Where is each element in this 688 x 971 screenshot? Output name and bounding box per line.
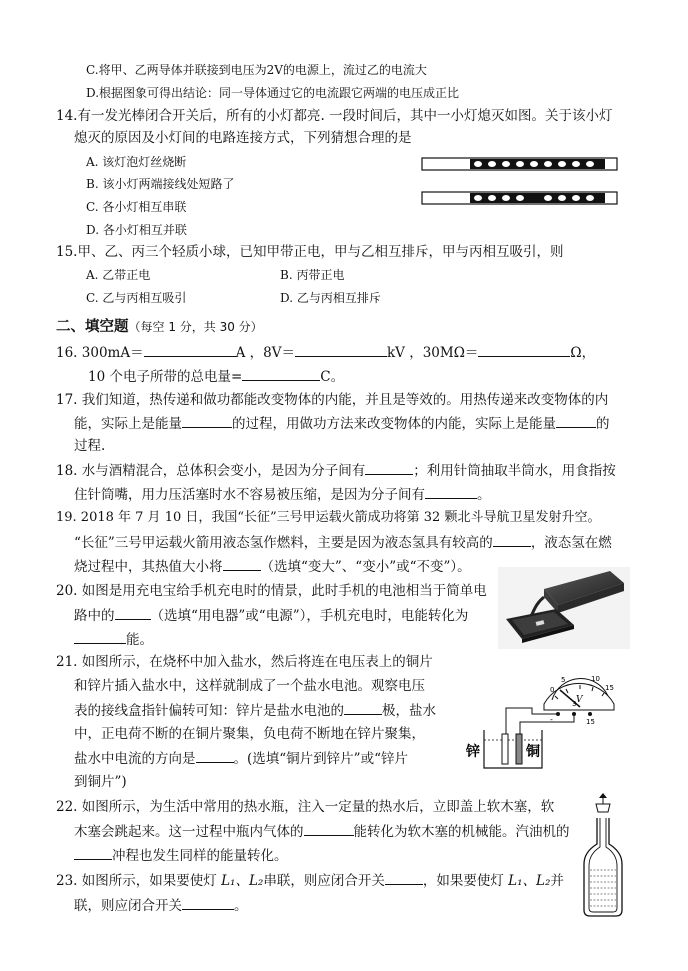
q21-line3 (74, 701, 436, 720)
q15-option-a: A. 乙带正电 (86, 268, 151, 282)
q13-option-c: C.将甲、乙两导体并联接到电压为2V的电源上，流过乙的电流大 (86, 63, 427, 77)
q19-line3 (74, 557, 471, 576)
q17-line2 (74, 414, 610, 433)
salt-water-battery-figure (462, 660, 632, 772)
q21-text-c: 盐水中电流的方向是 (74, 751, 196, 767)
q16-line1 (56, 343, 595, 362)
scale-tick-10: 10 (591, 675, 600, 683)
scale-tick-0: 0 (550, 686, 555, 694)
q20-blank-1[interactable] (115, 606, 151, 620)
q22-line3 (74, 846, 288, 865)
q15-stem: 15.甲、乙、丙三个轻质小球，已知甲带正电，甲与乙相互排斥，甲与丙相互吸引，则 (56, 244, 564, 260)
q22-line1: 22. 如图所示，为生活中常用的热水瓶，注入一定量的热水后，立即盖上软木塞，软 (56, 799, 555, 815)
q20-line2 (74, 606, 468, 625)
q23-blank-1[interactable] (385, 871, 423, 885)
q20-line3 (74, 630, 153, 649)
q16-blank-1[interactable] (144, 343, 236, 357)
q16-blank-3[interactable] (478, 343, 570, 357)
q21-blank-2[interactable] (196, 749, 234, 763)
q19-text-d: （选填“变大”、“变小”或“不变”）。 (260, 559, 471, 575)
q16-text-b: A ，8V＝ (235, 345, 295, 361)
q19-blank-2[interactable] (223, 557, 261, 571)
q18-text-a: 18. 水与酒精混合，总体积会变小，是因为分子间有 (56, 463, 366, 479)
q19-line1: 19. 2018 年 7 月 10 日，我国“长征”三号甲运载火箭成功将第 32 颗北斗导航卫星发射升空。 (56, 510, 601, 525)
q14-stem-line2: 熄灭的原因及小灯间的电路连接方式，下列猜想合理的是 (74, 130, 412, 146)
q21-text-d: 。(选填“铜片到锌片”或“锌片 (233, 751, 408, 767)
q21-line4: 中，正电荷不断的在铜片聚集，负电荷不断地在锌片聚集， (74, 726, 425, 742)
q21-line6: 到铜片”) (74, 774, 127, 790)
q23-lamps-2: L₁、L₂ (508, 873, 551, 889)
copper-label: 铜 (526, 744, 540, 760)
q21-text-a: 表的接线盒指针偏转可知：锌片是盐水电池的 (74, 703, 344, 719)
q22-line2 (74, 822, 570, 841)
q15-option-d: D. 乙与丙相互排斥 (280, 291, 381, 305)
q16-blank-4[interactable] (242, 367, 320, 381)
zinc-label: 锌 (466, 744, 480, 760)
q16-text-d: Ω， (570, 345, 596, 361)
q17-text-a: 能，实际上是能量 (74, 416, 182, 432)
q20-text-a: 路中的 (74, 608, 115, 624)
q18-blank-1[interactable] (365, 461, 413, 475)
cork-icon (596, 793, 610, 812)
q15-option-b: B. 丙带正电 (280, 268, 345, 282)
q23-text-c: ，如果要使灯 (422, 873, 509, 889)
terminal-3: 3 (572, 700, 577, 708)
q17-text-c: 的 (596, 416, 610, 432)
q23-blank-2[interactable] (182, 896, 234, 910)
q14-option-b: B. 该小灯两端接线处短路了 (86, 177, 235, 191)
q18-line1 (56, 461, 616, 480)
thermos-figure (580, 792, 626, 920)
glow-stick-one-out (422, 192, 617, 204)
terminal-neg: - (550, 715, 553, 724)
q23-text-d: 并 (550, 873, 564, 889)
q20-text-c: 能。 (126, 632, 153, 648)
q17-blank-1[interactable] (182, 414, 232, 428)
q17-blank-2[interactable] (556, 414, 596, 428)
q16-line2 (88, 367, 344, 386)
q18-text-d: 。 (477, 487, 491, 503)
scale-tick-15: 15 (605, 684, 614, 692)
glow-stick-all-lit (422, 158, 617, 170)
q23-text-a: 23. 如图所示，如果要使灯 (56, 873, 222, 889)
q17-line1: 17. 我们知道，热传递和做功都能改变物体的内能，并且是等效的。用热传递来改变物体的内 (56, 392, 609, 408)
q19-text-a: “长征”三号甲运载火箭用液态氢作燃料，主要是因为液态氢具有较高的 (74, 535, 493, 551)
q16-blank-2[interactable] (295, 343, 387, 357)
q18-text-b: ；利用针筒抽取半筒水，用食指按 (413, 463, 616, 479)
q22-text-b: 能转化为软木塞的机械能。汽油机的 (353, 824, 570, 840)
glow-stick-figure (420, 154, 618, 214)
q23-text-e: 联，则应闭合开关 (74, 898, 182, 914)
q21-line1: 21. 如图所示，在烧杯中加入盐水，然后将连在电压表上的铜片 (56, 654, 433, 670)
q23-lamps-1: L₁、L₂ (221, 873, 264, 889)
q16-text-a: 16. 300mA＝ (56, 345, 144, 361)
q14-option-a: A. 该灯泡灯丝烧断 (86, 155, 187, 169)
q19-text-b: ，液态氢在燃 (530, 535, 612, 551)
q22-text-a: 木塞会跳起来。这一过程中瓶内气体的 (74, 824, 304, 840)
q16-text-f: C。 (320, 369, 345, 385)
power-bank-phone-figure (498, 567, 630, 649)
q21-blank-1[interactable] (344, 701, 382, 715)
q21-text-b: 极，盐水 (382, 703, 436, 719)
q15-option-c: C. 乙与丙相互吸引 (86, 291, 187, 305)
q13-option-d: D.根据图象可得出结论：同一导体通过它的电流跟它两端的电压成正比 (86, 86, 460, 100)
q14-option-d: D. 各小灯相互并联 (86, 223, 187, 237)
q19-line2 (74, 533, 612, 552)
voltmeter-icon (544, 675, 614, 726)
section-heading (56, 318, 263, 336)
q14-option-c: C. 各小灯相互串联 (86, 200, 187, 214)
q22-blank-2[interactable] (74, 846, 112, 860)
q20-line1: 20. 如图是用充电宝给手机充电时的情景，此时手机的电池相当于简单电 (56, 583, 487, 599)
q19-blank-1[interactable] (493, 533, 531, 547)
q20-text-b: （选填“用电器”或“电源”），手机充电时，电能转化为 (150, 608, 469, 624)
voltmeter-label: V (576, 695, 583, 705)
q23-text-f: 。 (234, 898, 248, 914)
q16-text-e: 10 个电子所带的总电量= (88, 369, 243, 385)
q18-line2 (74, 485, 491, 504)
q18-blank-2[interactable] (425, 485, 477, 499)
q22-text-c: 冲程也发生同样的能量转化。 (112, 848, 288, 864)
q18-text-c: 住针筒嘴，用力压活塞时水不容易被压缩，是因为分子间有 (74, 487, 425, 503)
q19-text-c: 烧过程中，其热值大小将 (74, 559, 223, 575)
q16-text-c: kV ，30MΩ＝ (386, 345, 479, 361)
q21-line2: 和锌片插入盐水中，这样就制成了一个盐水电池。观察电压 (74, 678, 425, 694)
q14-stem-line1: 14.有一发光棒闭合开关后，所有的小灯都亮. 一段时间后，其中一小灯熄灭如图。关于该小灯 (56, 108, 613, 124)
q20-blank-2[interactable] (74, 630, 126, 644)
section-title: 二、填空题 (56, 319, 129, 335)
q23-line1 (56, 871, 564, 890)
q17-line3: 过程. (74, 438, 106, 454)
q21-line5 (74, 749, 408, 768)
terminal-15: 15 (586, 718, 595, 726)
thermos-bottle-icon (584, 818, 622, 916)
scale-tick-5: 5 (561, 676, 566, 684)
section-note: （每空 1 分，共 30 分） (128, 320, 263, 334)
q22-blank-1[interactable] (304, 822, 354, 836)
q23-line2 (74, 896, 248, 915)
q23-text-b: 串联，则应闭合开关 (263, 873, 385, 889)
q17-text-b: 的过程，用做功方法来改变物体的内能，实际上是能量 (232, 416, 556, 432)
